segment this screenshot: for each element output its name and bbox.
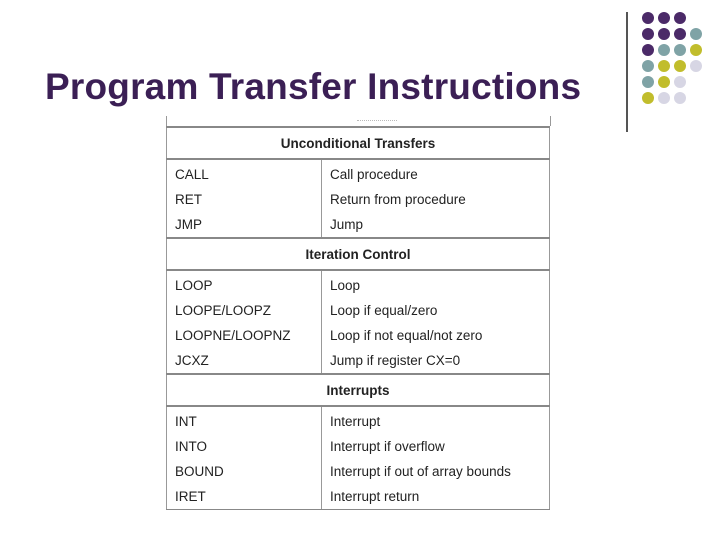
instruction-description: Loop bbox=[322, 270, 550, 298]
decor-dot bbox=[658, 92, 670, 104]
instruction-description: Jump if register CX=0 bbox=[322, 348, 550, 374]
decor-dot bbox=[642, 44, 654, 56]
decor-dot bbox=[658, 76, 670, 88]
decor-dot bbox=[658, 28, 670, 40]
instruction-mnemonic: BOUND bbox=[167, 459, 322, 484]
slide-title: Program Transfer Instructions bbox=[45, 66, 582, 107]
instruction-mnemonic: INT bbox=[167, 406, 322, 434]
decor-dot bbox=[674, 12, 686, 24]
section-header-row bbox=[167, 127, 550, 159]
instruction-mnemonic: RET bbox=[167, 187, 322, 212]
instruction-table bbox=[166, 126, 550, 510]
title-divider-line bbox=[626, 12, 628, 132]
instruction-description: Call procedure bbox=[322, 159, 550, 187]
decor-dot bbox=[642, 76, 654, 88]
cropped-table-top bbox=[166, 116, 551, 126]
table-row bbox=[167, 484, 550, 510]
instruction-description: Interrupt if out of array bounds bbox=[322, 459, 550, 484]
instruction-mnemonic: JCXZ bbox=[167, 348, 322, 374]
instruction-description: Interrupt if overflow bbox=[322, 434, 550, 459]
table-row bbox=[167, 212, 550, 238]
cropped-text-fragment bbox=[357, 116, 397, 121]
instruction-description: Return from procedure bbox=[322, 187, 550, 212]
instruction-description: Interrupt bbox=[322, 406, 550, 434]
instruction-mnemonic: LOOPNE/LOOPNZ bbox=[167, 323, 322, 348]
decor-dot bbox=[674, 92, 686, 104]
instruction-mnemonic: LOOP bbox=[167, 270, 322, 298]
decor-dot bbox=[658, 44, 670, 56]
decor-dot bbox=[674, 60, 686, 72]
table-row bbox=[167, 270, 550, 298]
instruction-mnemonic: LOOPE/LOOPZ bbox=[167, 298, 322, 323]
instruction-description: Interrupt return bbox=[322, 484, 550, 510]
decor-dot bbox=[674, 76, 686, 88]
decor-dot bbox=[690, 60, 702, 72]
instruction-mnemonic: IRET bbox=[167, 484, 322, 510]
table-row bbox=[167, 459, 550, 484]
instruction-description: Loop if not equal/not zero bbox=[322, 323, 550, 348]
instruction-mnemonic: JMP bbox=[167, 212, 322, 238]
section-heading: Interrupts bbox=[167, 374, 550, 406]
instruction-description: Jump bbox=[322, 212, 550, 238]
instruction-description: Loop if equal/zero bbox=[322, 298, 550, 323]
table-row bbox=[167, 323, 550, 348]
table-row bbox=[167, 406, 550, 434]
section-heading: Iteration Control bbox=[167, 238, 550, 270]
section-heading: Unconditional Transfers bbox=[167, 127, 550, 159]
decor-dot bbox=[658, 60, 670, 72]
table-row bbox=[167, 187, 550, 212]
table-row bbox=[167, 298, 550, 323]
section-header-row bbox=[167, 238, 550, 270]
decor-dot bbox=[642, 12, 654, 24]
decor-dot bbox=[674, 44, 686, 56]
decor-dot bbox=[642, 92, 654, 104]
decor-dot bbox=[690, 44, 702, 56]
section-header-row bbox=[167, 374, 550, 406]
decor-dot bbox=[658, 12, 670, 24]
decor-dot bbox=[642, 60, 654, 72]
table-row bbox=[167, 348, 550, 374]
table-row bbox=[167, 434, 550, 459]
instruction-mnemonic: INTO bbox=[167, 434, 322, 459]
table-row bbox=[167, 159, 550, 187]
decor-dot bbox=[674, 28, 686, 40]
decor-dot bbox=[642, 28, 654, 40]
instruction-mnemonic: CALL bbox=[167, 159, 322, 187]
decor-dot bbox=[690, 28, 702, 40]
